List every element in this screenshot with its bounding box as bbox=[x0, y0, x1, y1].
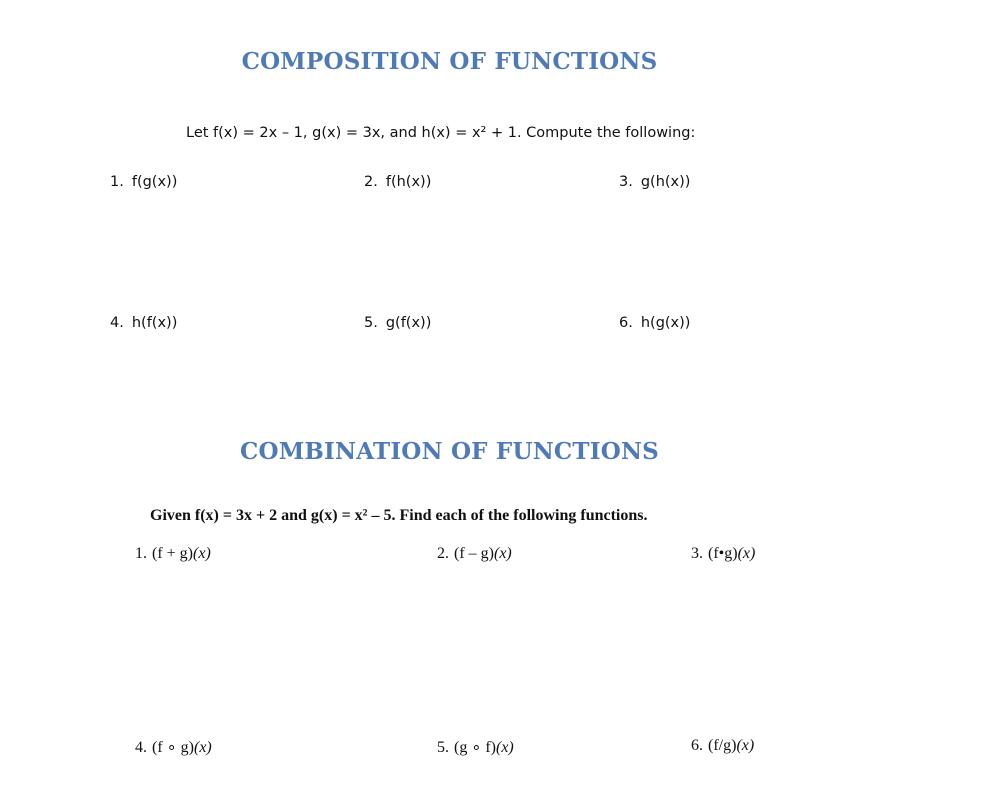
combination-problem-3 bbox=[691, 545, 755, 563]
problem-number: 4. bbox=[135, 739, 147, 756]
problem-expression: (f/g) bbox=[708, 737, 737, 754]
problem-expression: (f•g) bbox=[708, 545, 738, 562]
composition-heading: COMPOSITION OF FUNCTIONS bbox=[241, 48, 658, 75]
problem-expression: (g ∘ f) bbox=[454, 739, 496, 756]
composition-problem-3 bbox=[619, 174, 690, 190]
problem-number: 4. bbox=[110, 315, 124, 331]
problem-variable: (x) bbox=[193, 545, 211, 562]
problem-variable: (x) bbox=[194, 739, 212, 756]
problem-number: 6. bbox=[619, 315, 633, 331]
composition-instructions: Let f(x) = 2x – 1, g(x) = 3x, and h(x) = x² + 1. Compute the following: bbox=[186, 125, 696, 141]
problem-variable: (x) bbox=[493, 545, 512, 562]
problem-variable: (x) bbox=[736, 737, 755, 754]
problem-number: 2. bbox=[437, 545, 449, 562]
combination-problem-1 bbox=[135, 545, 211, 563]
problem-expression: (f ∘ g) bbox=[152, 739, 194, 756]
problem-number: 3. bbox=[691, 545, 703, 562]
problem-expression: (f – g) bbox=[454, 545, 494, 562]
composition-problem-1 bbox=[110, 174, 177, 190]
problem-number: 5. bbox=[437, 739, 449, 756]
problem-number: 1. bbox=[135, 545, 147, 562]
combination-problem-5 bbox=[437, 737, 514, 757]
problem-number: 5. bbox=[364, 315, 378, 331]
problem-number: 6. bbox=[691, 737, 703, 754]
problem-number: 1. bbox=[110, 174, 124, 190]
problem-number: 2. bbox=[364, 174, 378, 190]
combination-problem-6 bbox=[691, 737, 754, 755]
composition-problem-6 bbox=[619, 315, 690, 331]
problem-expression: h(f(x)) bbox=[131, 315, 178, 331]
problem-expression: (f + g) bbox=[152, 545, 194, 562]
problem-variable: (x) bbox=[737, 545, 756, 562]
problem-expression: h(g(x)) bbox=[640, 315, 691, 331]
problem-number: 3. bbox=[619, 174, 633, 190]
problem-expression: g(f(x)) bbox=[385, 315, 432, 331]
combination-problem-2 bbox=[437, 545, 512, 563]
combination-problem-4 bbox=[135, 737, 212, 757]
composition-problem-4 bbox=[110, 315, 177, 331]
composition-problem-2 bbox=[364, 174, 431, 190]
problem-expression: f(g(x)) bbox=[131, 174, 178, 190]
composition-problem-5 bbox=[364, 315, 431, 331]
problem-expression: g(h(x)) bbox=[640, 174, 691, 190]
problem-expression: f(h(x)) bbox=[385, 174, 432, 190]
combination-heading: COMBINATION OF FUNCTIONS bbox=[240, 438, 659, 465]
combination-instructions: Given f(x) = 3x + 2 and g(x) = x² – 5. Find each of the following functions. bbox=[150, 507, 648, 524]
problem-variable: (x) bbox=[496, 739, 514, 756]
